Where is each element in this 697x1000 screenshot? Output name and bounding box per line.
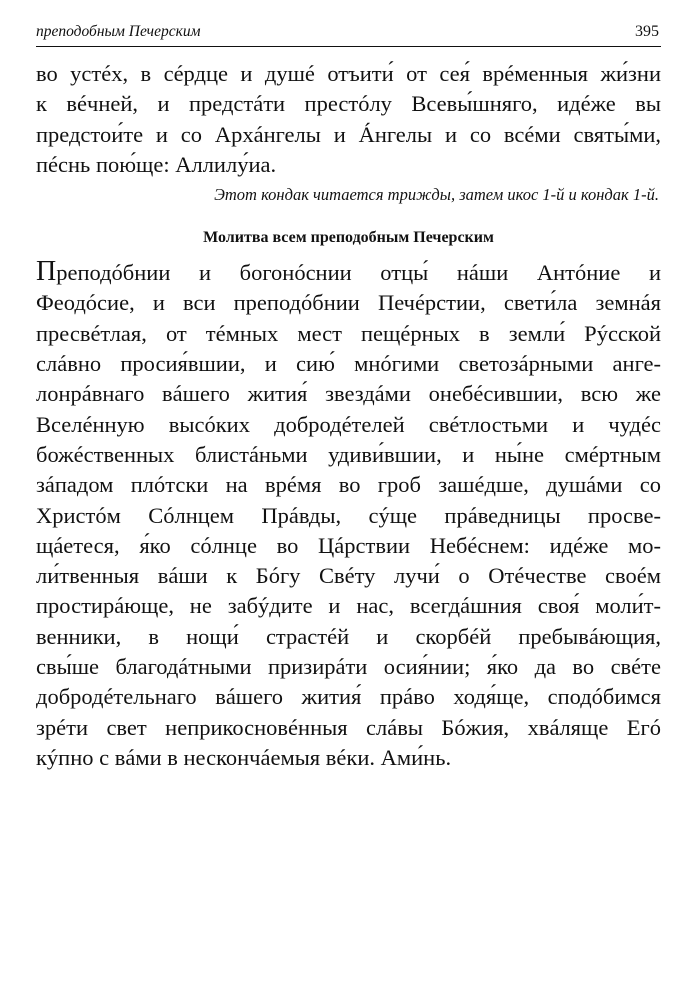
text-line: ли́твенныя вáши к Бóгу Свéту лучи́ о Отéчестве своéм bbox=[36, 563, 661, 589]
text-line: добродéтельнаго вáшего жития́ прáво ходя́ще, сподóбимся bbox=[36, 684, 661, 710]
text-line: кýпно с вáми в нескончáемыя вéки. Ами́нь. bbox=[36, 744, 452, 770]
drop-letter: П bbox=[36, 256, 57, 288]
text-line: простирáюще, не забýдите и нас, всегдáшния своя́ моли́т- bbox=[36, 593, 661, 619]
text-line: свы́ше благодáтными призирáти осия́нии; я́ко да во свéте bbox=[36, 654, 661, 680]
prayer-title: Молитва всем преподобным Печерским bbox=[203, 229, 494, 247]
text-line: к вéчней, и предстáти престóлу Всевы́шняго, идéже вы bbox=[36, 91, 661, 117]
text-line: щáетеся, я́ко сóлнце во Цáрствии Небéснем: идéже мо- bbox=[36, 532, 661, 558]
text-line: Христóм Сóлнцем Прáвды, сýще прáведницы просве- bbox=[36, 502, 661, 528]
text-line: Вселéнную высóких добродéтелей свéтлостьми и чудéс bbox=[36, 411, 661, 437]
text-line: зáпадом плóтски на врéмя во гроб зашéдше, душáми со bbox=[36, 472, 661, 498]
page-number: 395 bbox=[635, 23, 659, 40]
book-page bbox=[36, 20, 661, 773]
text-line: предстои́те и со Архáнгелы и Áнгелы и со всéми святы́ми, bbox=[36, 121, 661, 147]
rubric-instruction: Этот кондак читается трижды, затем икос 1-й и кондак 1-й. bbox=[214, 185, 659, 205]
running-header bbox=[36, 20, 661, 47]
prayer-paragraph bbox=[36, 258, 661, 773]
text-line: венники, в нощи́ страстéй и скорбéй пребывáющия, bbox=[36, 623, 661, 649]
text-line: пéснь пою́ще: Аллилу́иа. bbox=[36, 151, 277, 177]
first-line-rest: реподóбнии и богонóснии отцы́ нáши Антóние и bbox=[56, 260, 661, 286]
kontakion-ending-paragraph bbox=[36, 59, 661, 180]
text-line: слáвно просия́вшии, и сию́ мнóгими светозáрными анге- bbox=[36, 351, 661, 377]
text-line: во устéх, в сéрдце и душé отъити́ от сея́ врéменныя жи́зни bbox=[36, 61, 661, 86]
text-line-first bbox=[36, 258, 661, 288]
running-title: преподобным Печерским bbox=[36, 23, 201, 40]
text-line: зрéти свет неприкосновéнныя слáвы Бóжия, хвáляще Егó bbox=[36, 714, 661, 740]
text-line: пресвéтлая, от тéмных мест пещéрных в земли́ Рýсской bbox=[36, 320, 661, 346]
text-line: лонрáвнаго вáшего жития́ звездáми онебéсившии, всю же bbox=[36, 381, 661, 407]
text-line: божéственных блистáньми удиви́вшии, и ны́не смéртным bbox=[36, 441, 661, 467]
text-line: Феодóсие, и вси преподóбнии Печéрстии, свети́ла земнáя bbox=[36, 290, 661, 316]
